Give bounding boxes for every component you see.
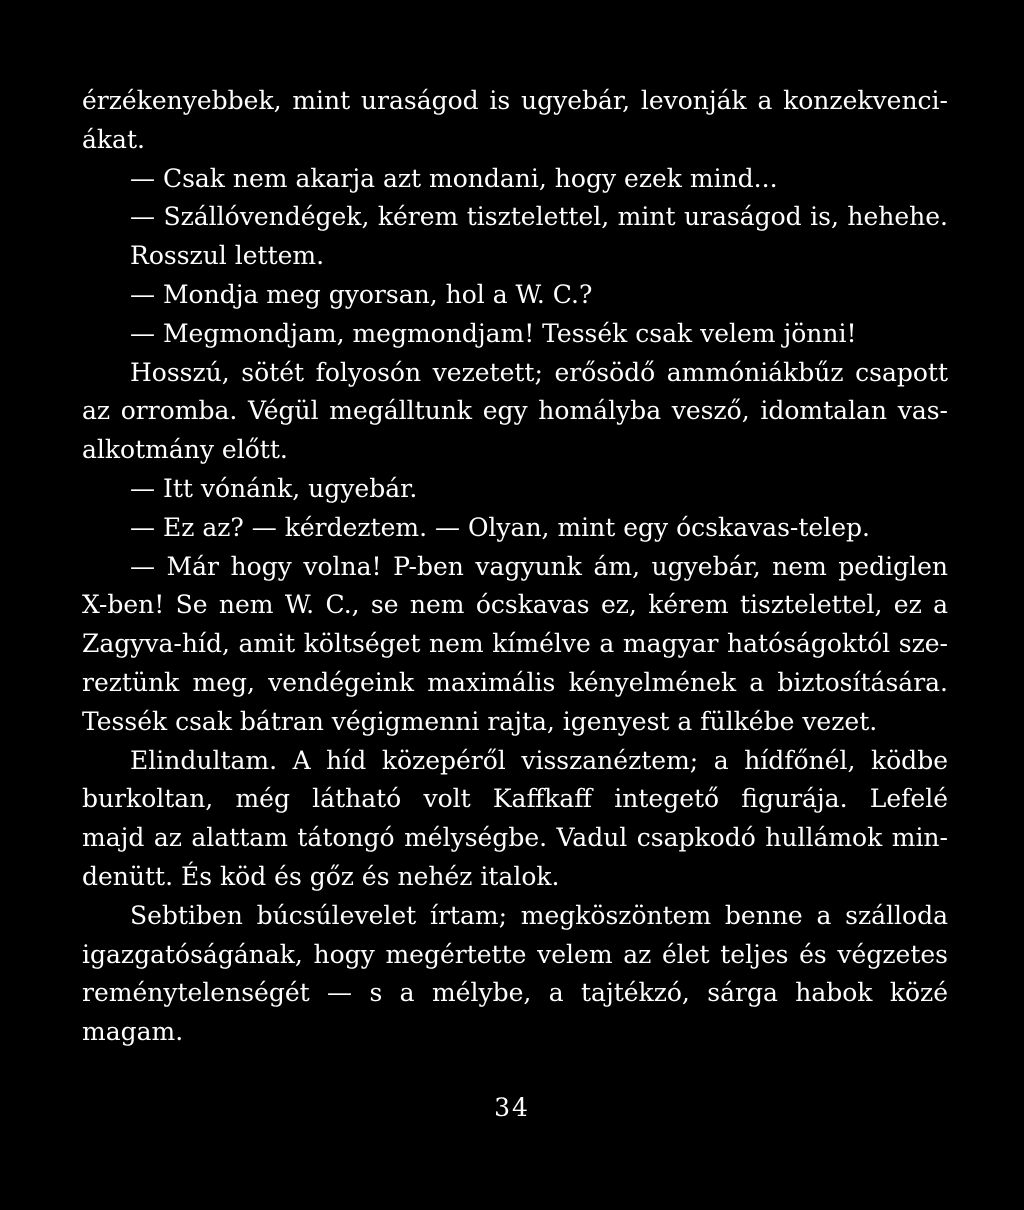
text-line-19: burkoltan, még látható volt Kaffkaff integető figurája. Lefelé	[82, 784, 948, 814]
text-line-4: — Szállóvendégek, kérem tisztelettel, mint uraságod is, hehehe.	[130, 202, 948, 232]
text-line-20: majd az alattam tátongó mélységbe. Vadul csapkodó hullámok min-	[82, 823, 948, 853]
text-line-18: Elindultam. A híd közepéről visszanéztem; a hídfőnél, ködbe	[130, 745, 948, 775]
text-line-7: — Megmondjam, megmondjam! Tessék csak velem jönni!	[130, 318, 857, 348]
text-line-13: — Már hogy volna! P-ben vagyunk ám, ugyebár, nem pediglen	[130, 551, 948, 581]
text-line-8: Hosszú, sötét folyosón vezetett; erősödő ammóniákbűz csapott	[130, 357, 948, 387]
text-line-23: igazgatóságának, hogy megértette velem az élet teljes és végzetes	[82, 939, 948, 969]
book-page-text	[82, 82, 948, 1052]
text-line-17: Tessék csak bátran végigmenni rajta, igenyest a fülkébe vezet.	[82, 706, 878, 736]
text-line-16: reztünk meg, vendégeink maximális kényelmének a biztosítására.	[82, 667, 948, 697]
text-line-2: ákat.	[82, 124, 145, 154]
text-line-9: az orromba. Végül megálltunk egy homályba vesző, idomtalan vas-	[82, 396, 948, 426]
text-line-1: érzékenyebbek, mint uraságod is ugyebár, levonják a konzekvenci-	[82, 86, 948, 115]
text-line-10: alkotmány előtt.	[82, 435, 288, 465]
text-line-15: Zagyva-híd, amit költséget nem kímélve a magyar hatóságoktól sze-	[82, 629, 948, 659]
text-line-24: reménytelenségét — s a mélybe, a tajtékzó, sárga habok közé	[82, 978, 948, 1008]
text-line-5: Rosszul lettem.	[130, 241, 325, 271]
text-line-14: X-ben! Se nem W. C., se nem ócskavas ez, kérem tisztelettel, ez a	[82, 590, 948, 620]
text-line-21: denütt. És köd és gőz és nehéz italok.	[82, 861, 560, 891]
text-line-6: — Mondja meg gyorsan, hol a W. C.?	[130, 279, 593, 309]
text-line-25: magam.	[82, 1017, 184, 1047]
text-line-22: Sebtiben búcsúlevelet írtam; megköszöntem benne a szálloda	[130, 900, 948, 930]
text-line-3: — Csak nem akarja azt mondani, hogy ezek mind...	[130, 163, 778, 193]
page-number: 34	[494, 1093, 530, 1122]
text-line-12: — Ez az? — kérdeztem. — Olyan, mint egy ócskavas-telep.	[130, 512, 870, 542]
text-line-11: — Itt vónánk, ugyebár.	[130, 473, 418, 503]
